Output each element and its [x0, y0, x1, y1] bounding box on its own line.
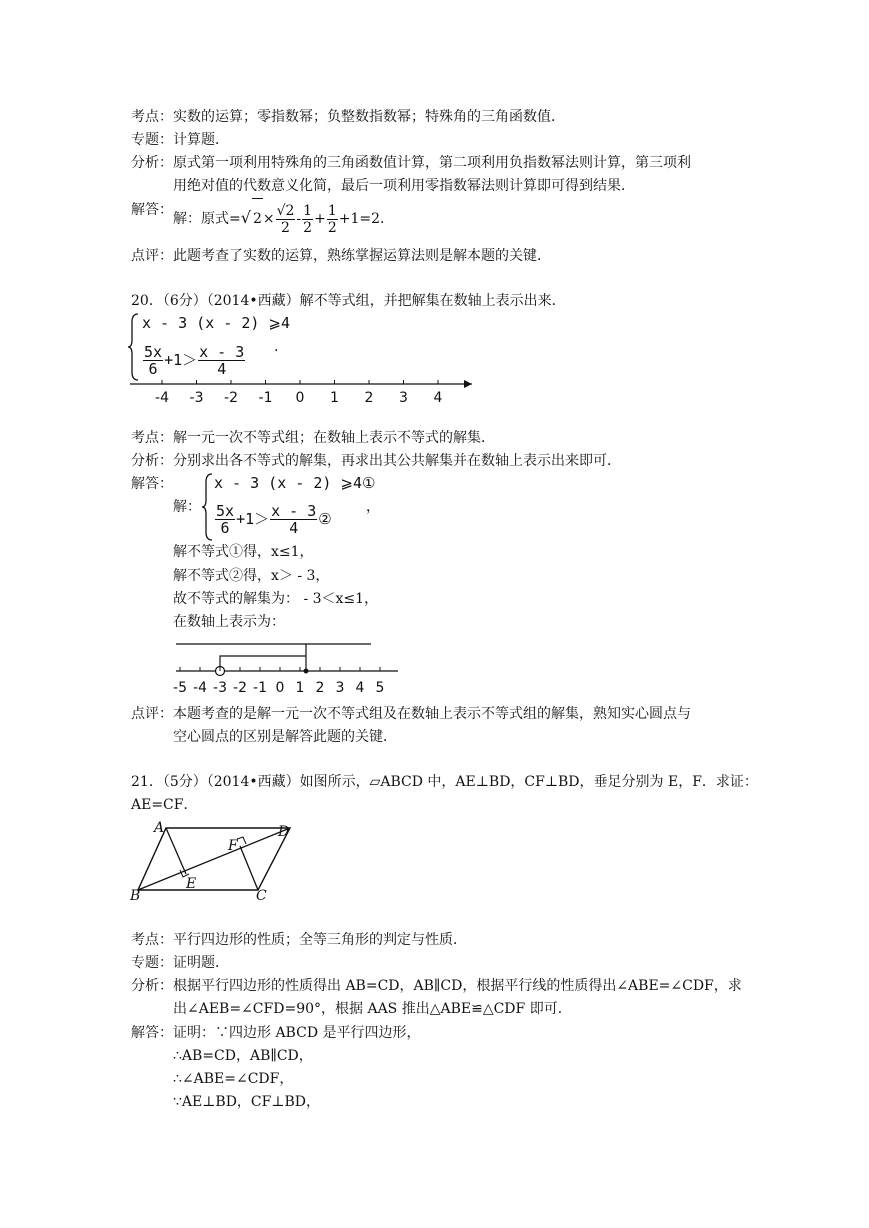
q20-step3: 故不等式的解集为： - 3＜x≤1，: [173, 591, 379, 607]
q21-zhuanti: 专题：证明题．: [131, 955, 229, 971]
ineq2-mid: +1＞: [164, 351, 198, 369]
q19-fenxi-line2: 用绝对值的代数意义化简，最后一项利用零指数幂法则计算即可得到结果．: [173, 178, 635, 194]
ineq2-a-denominator: 6: [148, 360, 158, 378]
times-sign: ×: [262, 211, 275, 227]
q20-inequality-1: x - 3 (x - 2) ⩾4: [142, 314, 291, 332]
frac1-denominator: 2: [281, 219, 290, 236]
plus-sign: +: [314, 211, 326, 227]
sol-a-denominator: 6: [220, 519, 230, 537]
q20-sol-inequality-1: x - 3 (x - 2) ⩾4①: [214, 474, 376, 492]
q20-kaodian: 考点：解一元一次不等式组；在数轴上表示不等式的解集．: [131, 430, 495, 446]
q20-step2: 解不等式②得，x＞ - 3，: [173, 568, 330, 584]
q19-frac1: [276, 203, 296, 236]
sol-b-denominator: 4: [289, 519, 299, 537]
q20-step1: 解不等式①得，x≤1，: [173, 544, 314, 560]
ineq2-b-denominator: 4: [217, 360, 227, 378]
frac3-denominator: 2: [327, 219, 337, 236]
sqrt-sign: √: [240, 208, 251, 227]
solid-dot-icon: [304, 669, 309, 674]
axis-tick-label: -2: [224, 390, 238, 406]
q20-dianping-line2: 空心圆点的区别是解答此题的关键．: [173, 729, 397, 745]
q19-frac3: [327, 203, 338, 236]
axis-tick-label: -1: [258, 390, 273, 406]
axis-tick-label: 0: [295, 390, 305, 406]
q21-jieda: 解答：证明：∵四边形 ABCD 是平行四边形，: [131, 1025, 421, 1041]
q20-step4: 在数轴上表示为：: [173, 614, 285, 630]
axis-tick-label: -5: [173, 680, 187, 696]
frac2-numerator: 1: [303, 202, 313, 219]
q20-comma: ，: [366, 499, 380, 515]
ineq2-frac-b: [198, 344, 245, 377]
axis-tick-label: 4: [355, 680, 365, 696]
axis-tick-label: 0: [275, 680, 285, 696]
q19-jieda-label: 解答：: [131, 202, 173, 218]
sol-ineq2-mid: +1＞: [236, 510, 270, 528]
axis-tick-label: 4: [433, 390, 443, 406]
q20-inequality-2: [142, 340, 246, 380]
axis-tick-label: -3: [213, 680, 227, 696]
label-b: B: [130, 888, 141, 904]
q21-proof-line2: ∴∠ABE=∠CDF，: [173, 1071, 294, 1087]
q19-tail: +1=2．: [338, 211, 395, 227]
axis-tick-label: -1: [253, 680, 267, 696]
q21-parallelogram-figure: [130, 818, 298, 902]
circled-2-mark: ②: [318, 510, 332, 528]
segment-cf: [240, 846, 258, 890]
label-e: E: [186, 876, 197, 892]
q21-kaodian: 考点：平行四边形的性质；全等三角形的判定与性质．: [131, 932, 467, 948]
axis-tick-label: 3: [399, 390, 408, 406]
q19-sqrt2: 2: [252, 198, 263, 239]
segment-ae: [166, 828, 186, 874]
label-c: C: [256, 888, 267, 904]
axis-tick-label: -4: [193, 680, 207, 696]
q21-title-line2: AE=CF．: [131, 797, 198, 813]
sol-ineq2-frac-b: [270, 503, 317, 536]
minus-sign: -: [296, 211, 302, 227]
q20-number-line: [130, 378, 480, 408]
q20-solution-number-line: [173, 636, 416, 698]
q20-jie: 解：: [173, 499, 201, 515]
axis-tick-label: -4: [155, 390, 169, 406]
right-angle-f-icon: [237, 837, 246, 844]
q20-jieda-label: 解答：: [131, 476, 173, 492]
q21-fenxi-line2: 出∠AEB=∠CFD=90°，根据 AAS 推出△ABE≌△CDF 即可．: [173, 1001, 572, 1017]
axis-tick-label: 3: [335, 680, 345, 696]
axis-tick-label: 5: [375, 680, 385, 696]
q19-solution-formula: [173, 198, 394, 239]
label-a: A: [154, 820, 165, 836]
q20-dot: .: [274, 339, 279, 355]
ineq2-a-numerator: 5x: [144, 343, 163, 361]
frac1-numerator: √2: [276, 202, 295, 219]
q20-dianping-line1: 点评：本题考查的是解一元一次不等式组及在数轴上表示不等式组的解集，熟知实心圆点与: [131, 706, 691, 722]
frac3-numerator: 1: [327, 202, 337, 219]
q21-fenxi-line1: 分析：根据平行四边形的性质得出 AB=CD，AB∥CD，根据平行线的性质得出∠ABE=∠CDF，求: [131, 978, 742, 994]
q20-fenxi: 分析：分别求出各不等式的解集，再求出其公共解集并在数轴上表示出来即可．: [131, 453, 621, 469]
axis-tick-label: 2: [315, 680, 325, 696]
frac2-denominator: 2: [303, 219, 313, 236]
q21-proof-line3: ∵AE⊥BD，CF⊥BD，: [173, 1094, 321, 1110]
ineq2-b-numerator: x - 3: [199, 343, 245, 361]
axis-tick-label: 1: [330, 390, 339, 406]
q21-proof-line1: ∴AB=CD，AB∥CD，: [173, 1048, 313, 1064]
ineq2-frac-a: [143, 344, 163, 377]
diagonal-bd: [138, 828, 290, 890]
axis-tick-label: -2: [233, 680, 247, 696]
q19-kaodian: 考点：实数的运算；零指数幂；负整数指数幂；特殊角的三角函数值．: [131, 109, 565, 125]
q19-zhuanti: 专题：计算题．: [131, 132, 229, 148]
axis-tick-label: 2: [364, 390, 374, 406]
solution-set-bracket: [220, 656, 306, 666]
q20-title: 20．（6分）（2014•西藏）解不等式组，并把解集在数轴上表示出来．: [131, 293, 566, 309]
axis-arrow-icon: [464, 380, 472, 388]
q20-sol-inequality-2: [214, 499, 332, 539]
q20-system-brace: [128, 312, 142, 382]
q19-dianping: 点评：此题考查了实数的运算，熟练掌握运算法则是解本题的关键．: [131, 248, 551, 264]
q21-title-line1: 21．（5分）（2014•西藏）如图所示，▱ABCD 中，AE⊥BD，CF⊥BD，垂足分别为 E，F．求证：: [131, 774, 758, 790]
q19-frac2: [302, 203, 313, 236]
sol-b-numerator: x - 3: [271, 502, 317, 520]
label-f: F: [228, 838, 238, 854]
q19-fenxi-line1: 分析：原式第一项利用特殊角的三角函数值计算，第二项利用负指数幂法则计算，第三项利: [131, 155, 691, 171]
axis-tick-label: 1: [295, 680, 305, 696]
q19-jie: 解：原式=: [173, 211, 241, 227]
sol-a-numerator: 5x: [216, 502, 235, 520]
label-d: D: [278, 824, 290, 840]
sol-ineq2-frac-a: [215, 503, 235, 536]
axis-tick-label: -3: [189, 390, 204, 406]
